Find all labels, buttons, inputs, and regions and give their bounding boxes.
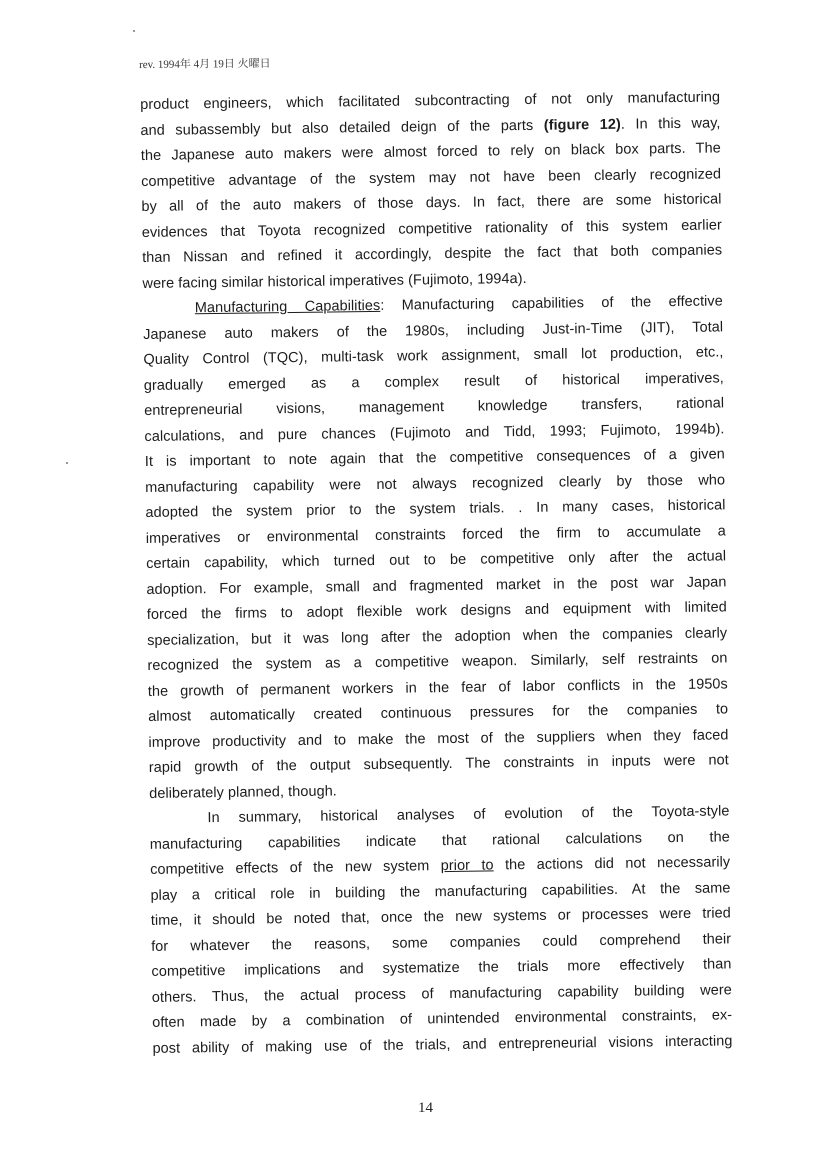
text-line: In summary, historical analyses of evolution of the Toyota-style <box>207 803 730 827</box>
figure-reference: (figure 12) <box>543 116 621 134</box>
text-line: evidences that Toyota recognized competitive rationality of this system earlier <box>141 216 722 241</box>
text-line: product engineers, which facilitated subcontracting of not only manufacturing <box>140 89 721 113</box>
document-header-date: rev. 1994年 4月 19日 火曜日 <box>139 57 271 71</box>
scan-speck <box>133 30 135 32</box>
text-line: certain capability, which turned out to be competitive only after the actual <box>146 548 727 572</box>
text-line: play a critical role in building the manufacturing capabilities. At the same <box>150 879 731 904</box>
text-line: deliberately planned, though. <box>149 782 337 802</box>
text-line: imperatives or environmental constraints forced the firm to accumulate a <box>145 522 726 547</box>
text-span: competitive effects of the new system <box>150 858 441 878</box>
text-line: were facing similar historical imperatives (Fujimoto, 1994a). <box>142 270 527 292</box>
text-line: competitive implications and systematize the trials more effectively than <box>151 956 732 980</box>
text-line: specialization, but it was long after the adoption when the companies clearly <box>147 624 728 649</box>
emphasis-underline: prior to <box>440 857 494 875</box>
text-line: Japanese auto makers of the 1980s, including Just-in-Time (JIT), Total <box>143 318 724 343</box>
text-line: manufacturing capability were not always recognized clearly by those who <box>145 471 726 496</box>
text-line: manufacturing capabilities indicate that rational calculations on the <box>149 828 730 853</box>
text-line: gradually emerged as a complex result of historical imperatives, <box>143 369 724 394</box>
text-line: often made by a combination of unintended environmental constraints, ex- <box>152 1007 733 1031</box>
text-line: by all of the auto makers of those days. In fact, there are some historical <box>141 191 722 215</box>
text-line: the growth of permanent workers in the fear of labor conflicts in the 1950s <box>147 675 728 700</box>
text-line: adoption. For example, small and fragmented market in the post war Japan <box>146 573 727 598</box>
text-span: : Manufacturing capabilities of the effective <box>380 293 723 314</box>
scan-speck <box>66 462 68 464</box>
text-line: competitive advantage of the system may not have been clearly recognized <box>141 165 722 190</box>
text-line: calculations, and pure chances (Fujimoto and Tidd, 1993; Fujimoto, 1994b). <box>144 420 725 445</box>
text-line: improve productivity and to make the most of the suppliers when they faced <box>148 726 729 751</box>
text-line: rapid growth of the output subsequently. The constraints in inputs were not <box>148 752 729 776</box>
text-line: Quality Control (TQC), multi-task work assignment, small lot production, etc., <box>143 344 724 368</box>
text-line: entrepreneurial visions, management knowledge transfers, rational <box>144 395 725 419</box>
text-line: than Nissan and refined it accordingly, despite the fact that both companies <box>142 242 723 266</box>
text-line: the Japanese auto makers were almost forced to rely on black box parts. The <box>140 140 721 164</box>
text-span: and subassembly but also detailed deign of the parts <box>140 117 544 139</box>
text-line: others. Thus, the actual process of manufacturing capability building were <box>151 981 732 1006</box>
text-line: time, it should be noted that, once the new systems or processes were tried <box>150 905 731 929</box>
text-line: recognized the system as a competitive weapon. Similarly, self restraints on <box>147 650 728 674</box>
text-line: almost automatically created continuous pressures for the companies to <box>148 701 729 725</box>
page-number: 14 <box>418 1100 433 1116</box>
paragraph-3 <box>149 799 732 1062</box>
text-line: adopted the system prior to the system trials. . In many cases, historical <box>145 497 726 521</box>
paragraph-2 <box>143 289 730 807</box>
body-text <box>140 85 733 1062</box>
text-line: post ability of making use of the trials, and entrepreneurial visions interacting <box>152 1032 733 1057</box>
paragraph-1 <box>140 85 723 297</box>
text-line: forced the firms to adopt flexible work designs and equipment with limited <box>146 599 727 623</box>
text-line: It is important to note again that the competitive consequences of a given <box>144 446 725 470</box>
text-line: for whatever the reasons, some companies could comprehend their <box>151 930 732 955</box>
text-span: . In this way, <box>620 114 721 133</box>
section-heading: Manufacturing Capabilities <box>194 297 381 317</box>
text-span: the actions did not necessarily <box>493 854 731 874</box>
